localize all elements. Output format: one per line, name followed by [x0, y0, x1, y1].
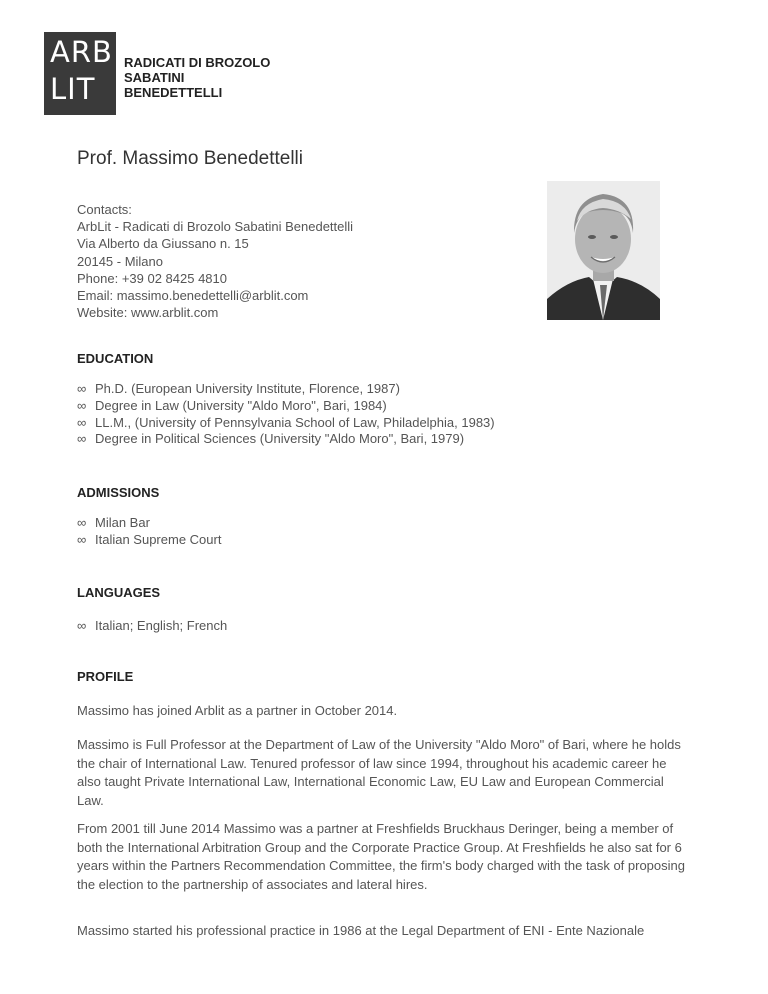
- portrait-image: [547, 181, 660, 320]
- contacts-block: [77, 201, 353, 321]
- languages-list: [77, 618, 227, 635]
- list-item: [77, 618, 227, 635]
- page-title: Prof. Massimo Benedettelli: [77, 148, 303, 169]
- list-item: [77, 532, 221, 549]
- education-item: Degree in Law (University "Aldo Moro", Bari, 1984): [95, 397, 387, 413]
- infinity-bullet-icon: ∞: [77, 397, 87, 413]
- education-item: Degree in Political Sciences (University "Aldo Moro", Bari, 1979): [95, 431, 465, 447]
- languages-heading: LANGUAGES: [77, 585, 161, 600]
- logo-line-1: ARB: [50, 35, 113, 69]
- contact-address: Via Alberto da Giussano n. 15: [77, 236, 249, 252]
- contact-email[interactable]: Email: massimo.benedettelli@arblit.com: [77, 288, 309, 304]
- contact-city: 20145 - Milano: [77, 253, 163, 269]
- contact-phone: Phone: +39 02 8425 4810: [77, 270, 228, 286]
- profile-paragraph: Massimo is Full Professor at the Department of Law of the University "Aldo Moro" of Bari, where he holds the chair of International Law. Tenured professor of law since 1994, throughout his academic career he also taught Private International Law, International Economic Law, EU Law and European Commercial Law.: [77, 737, 681, 808]
- education-heading: EDUCATION: [77, 351, 154, 366]
- logo-line-2: LIT: [50, 72, 96, 106]
- admission-item: Milan Bar: [95, 515, 150, 530]
- logo-name-line: BENEDETTELLI: [124, 85, 223, 100]
- admission-item: Italian Supreme Court: [95, 531, 222, 547]
- list-item: [77, 431, 495, 448]
- logo-mark: [44, 32, 116, 115]
- infinity-bullet-icon: ∞: [77, 515, 87, 530]
- infinity-bullet-icon: ∞: [77, 531, 87, 547]
- firm-logo: [44, 32, 270, 115]
- logo-firm-name: [124, 55, 270, 100]
- profile-paragraph: Massimo has joined Arblit as a partner in October 2014.: [77, 703, 398, 718]
- education-list: [77, 381, 495, 448]
- contacts-label: Contacts:: [77, 202, 132, 217]
- profile-heading: PROFILE: [77, 669, 134, 684]
- list-item: [77, 515, 221, 532]
- infinity-bullet-icon: ∞: [77, 431, 87, 447]
- logo-name-line: RADICATI DI BROZOLO: [124, 55, 271, 70]
- infinity-bullet-icon: ∞: [77, 618, 87, 633]
- list-item: [77, 398, 495, 415]
- infinity-bullet-icon: ∞: [77, 381, 87, 396]
- logo-name-line: SABATINI: [124, 70, 185, 85]
- portrait-photo: [547, 181, 660, 320]
- list-item: [77, 415, 495, 432]
- language-item: Italian; English; French: [95, 618, 228, 633]
- list-item: [77, 381, 495, 398]
- admissions-heading: ADMISSIONS: [77, 485, 160, 500]
- infinity-bullet-icon: ∞: [77, 414, 87, 430]
- profile-paragraph: From 2001 till June 2014 Massimo was a partner at Freshfields Bruckhaus Deringer, being a member of both the International Arbitration Group and the Corporate Practice Group. At Freshfields he also sat for 6 years within the Partners Recommendation Committee, the firm's body charged with the task of proposing the election to the partnership of associates and lateral hires.: [77, 821, 685, 892]
- contact-firm: ArbLit - Radicati di Brozolo Sabatini Benedettelli: [77, 219, 354, 235]
- contact-website[interactable]: Website: www.arblit.com: [77, 305, 219, 321]
- education-item: LL.M., (University of Pennsylvania School of Law, Philadelphia, 1983): [95, 414, 495, 430]
- education-item: Ph.D. (European University Institute, Florence, 1987): [95, 381, 400, 396]
- admissions-list: [77, 515, 221, 549]
- profile-paragraph: Massimo started his professional practice in 1986 at the Legal Department of ENI - Ente Nazionale: [77, 923, 645, 938]
